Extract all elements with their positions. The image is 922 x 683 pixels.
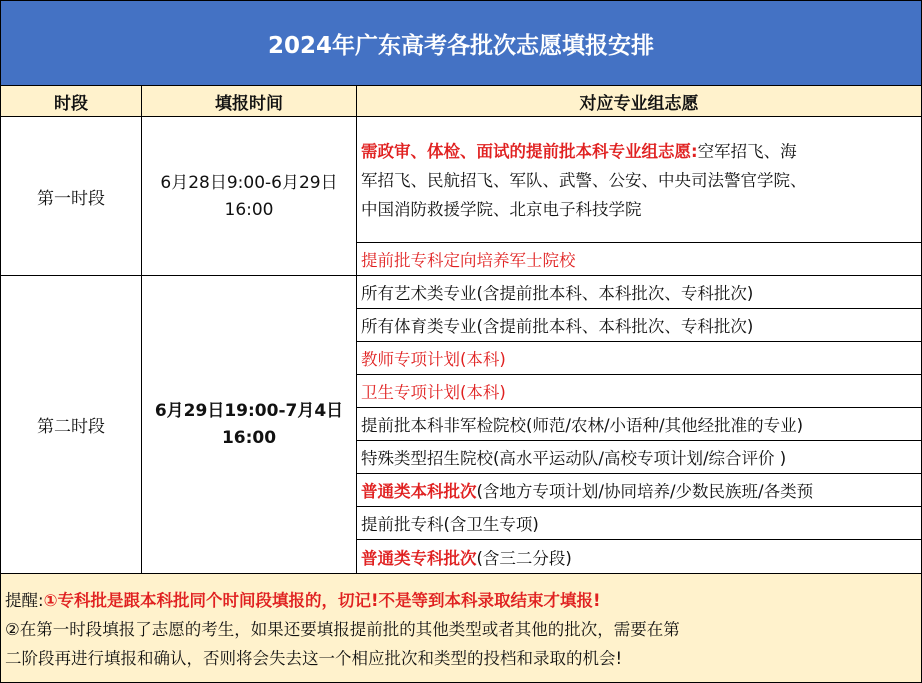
period-2: 第二时段	[37, 417, 105, 437]
time-2-line2: 16:00	[221, 427, 277, 448]
table-header	[1, 85, 921, 117]
header-time: 填报时间	[215, 93, 283, 114]
section2-row-8: 提前批专科(含卫生专项)	[361, 515, 539, 534]
section1-row-1: 需政审、体检、面试的提前批本科专业组志愿:空军招飞、海 军招飞、民航招飞、军队、武警、公安、中央司法警官学院、 中国消防救援学院、北京电子科技学院	[361, 142, 807, 219]
section2-row-2: 所有体育类专业(含提前批本科、本科批次、专科批次)	[361, 317, 754, 336]
row-label-red: 需政审、体检、面试的提前批本科专业组志愿:	[361, 142, 698, 161]
grid-line	[356, 85, 357, 573]
reminder-note	[1, 573, 921, 682]
row-label-red: 普通类本科批次	[361, 482, 477, 501]
section2-row-4: 卫生专项计划(本科)	[361, 383, 506, 402]
period-1: 第一时段	[37, 189, 105, 209]
section2-row-5: 提前批本科非军检院校(师范/农林/小语种/其他经批准的专业)	[361, 416, 804, 435]
note-prefix: 提醒:	[5, 591, 44, 610]
section1-row-2: 提前批专科定向培养军士院校	[361, 251, 576, 270]
header-period: 时段	[54, 93, 88, 114]
time-2-line1: 6月29日19:00-7月4日	[154, 400, 344, 421]
note-line1: ①专科批是跟本科批同个时间段填报的，切记!不是等到本科录取结束才填报!	[43, 591, 601, 610]
note-line2: ②在第一时段填报了志愿的考生，如果还要填报提前批的其他类型或者其他的批次，需要在第	[5, 620, 680, 639]
time-1-line1: 6月28日9:00-6月29日	[160, 172, 338, 193]
note-line3: 二阶段再进行填报和确认，否则将会失去这一个相应批次和类型的投档和录取的机会!	[5, 649, 623, 668]
section2-row-9: 普通类专科批次 (含三二分段)	[361, 540, 917, 573]
header-groups: 对应专业组志愿	[579, 93, 699, 114]
time-2	[142, 276, 356, 573]
page-title: 2024年广东高考各批次志愿填报安排	[1, 1, 921, 85]
time-1	[142, 118, 356, 275]
section2-row-3: 教师专项计划(本科)	[361, 350, 506, 369]
section2-row-6: 特殊类型招生院校(高水平运动队/高校专项计划/综合评价 )	[361, 449, 787, 468]
row-label-red: 普通类专科批次	[361, 548, 477, 568]
section2-row-7: 普通类本科批次 (含地方专项计划/协同培养/少数民族班/各类预	[361, 474, 917, 506]
section2-row-1: 所有艺术类专业(含提前批本科、本科批次、专科批次)	[361, 284, 754, 303]
time-1-line2: 16:00	[224, 199, 274, 220]
